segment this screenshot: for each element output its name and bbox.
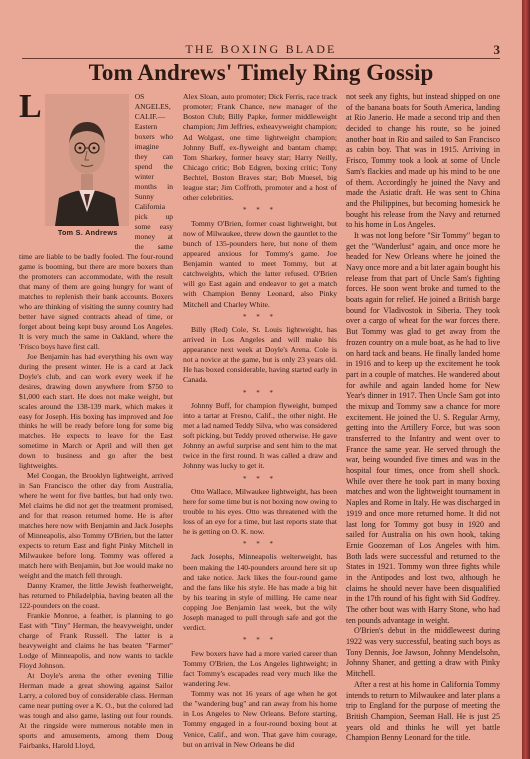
book-binding [522, 0, 530, 759]
paragraph: Few boxers have had a more varied career than Tommy O'Brien, the Los Angeles lightweight; in fact Tommy's escapades read very much like the wandering Jew. [183, 648, 337, 688]
lead-paragraph [19, 88, 173, 352]
paragraph: Danny Kramer, the little Jewish featherweight, has returned to Philadelphia, having beaten all the 122-pounders on the coast. [19, 581, 173, 611]
column-2 [183, 92, 337, 750]
section-separator: * * * [243, 636, 277, 645]
paragraph: It was not long before "Sir Tommy" began to get the "Wanderlust" again, and once more he headed for New Orleans where he joined the Navy once more and a bit later again bought his release from that part of Uncle Sam's fighting forces. He soon went broke and turned to the boats again for relief. He joined a British barge bound for Vladivostok in Siberia. They took over a cargo of wheat for the war forces there. But Tommy was glad to get away from the frozen country on a mule boat, as he had to live on hard tack and beans. He finally landed home in 1916 and to keep up the excitement he took part in a couple of matches. He wandered about for awhile and again landed home for New Year's dinner in 1917. Then Uncle Sam got into the mixup and Tommy saw a chance for more excitement. He joined the U. S. Regular Army, getting into the Artillery Force, but was soon transferred to the Infantry and went over to France the same year. He served through the war, being wounded five times and was in the hospital four times, once from shell shock. While over there he took part in many boxing matches and won the lightweight tournament in Naples and Rome in Italy. He was discharged in 1919 and once more returned home. It did not last long for Tommy got busy in 1920 and sailed for Australia on his own hook, taking Ernie Goozeman of Los Angeles with him. Both lads were successful and returned to the States in 1921. Tommy won three fights while in the Antipodes and lost two, although he claims he should never have been disqualified in the 17th round of his fight with Sid Godfrey. The other bout was with Harry Stone, who had ten pounds advantage in weight. [346, 230, 500, 625]
column-1 [19, 88, 173, 751]
paragraph: O'Brien's debut in the middleweest during 1922 was very successful, beating such boys as Tony Dennis, Joe Jawson, Johnny Mendelsohn, Johnny Shaner, and getting a draw with Pinky Mitchell. [346, 626, 500, 679]
section-separator: * * * [243, 206, 277, 215]
section-separator: * * * [243, 388, 277, 397]
paragraph: not seek any fights, but instead shipped on one of the banana boats for South America, landing at Rio Janerio. He made a second trip and then decided to change his route, so he joined another boat in Rio and sailed to San Francisco as cabin boy. That was in 1915. Arriving in Frisco, Tommy took a look at some of Uncle Sam's flackies and made up his mind to be one of them. Accordingly he joined the Navy and made the Asiatic draft. He was sent to China and the Philippines, but becoming homesick he bought his release from the Navy and returned to his home in Los Angeles. [346, 92, 500, 230]
paragraph: Johnny Buff, for champion flyweight, bumped into a tartar at Fresno, Calif., the other night. He met a lad named Teddy Silva, who was considered soft picking, but Teddy proved otherwise. He gave Johnny an awful surprise and sent him to the mat twice in the first round. It was called a draw and Johnny was lucky to get it. [183, 400, 337, 471]
section-separator: * * * [243, 474, 277, 483]
section-separator: * * * [243, 312, 277, 321]
running-head [22, 42, 500, 59]
page-number: 3 [493, 42, 500, 57]
paragraph-text: OS ANGELES, CALIF.—Eastern boxers who imagine they can spend the winter months in Sunny California pick up some easy money at the same time are liable to be badly fooled. The four-round game is booming, but there are more boxers than the promoters can accommodate, with the result that many of them are going hungry for want of matches to replenish their bank accounts. Boxers who are thinking of visiting the sunny country had better have signed contracts ahead of time, or forget about being kept busy around Los Angeles. It is very much the same in Oakland, where the 'Frisco boys have first call. [19, 92, 173, 351]
paragraph: Tommy O'Brien, former coast lightweight, but now of Milwaukee, threw down the gauntlet to the bunch of 135-pounders here, but none of them appeared anxious for Tommy's game. Joe Benjamin wanted to meet Tommy, but at catchweights, which the latter refused. O'Brien will go East again and endeavor to get a match with Champion Benny Leonard, also Pinky Mitchell and Charley White. [183, 218, 337, 309]
paragraph: Mel Coogan, the Brooklyn lightweight, arrived in San Francisco the other day from Australia, where he went for five battles, but had only two. Mel claims he did not get the treatment promised, and for that reason returned home. He is after matches here now with Benjamin and Jack Josephs of Minneapolis, also Tommy O'Brien, but the latter expects to return East and fight Pinky Mitchell in Milwaukee before long. Tommy was offered a match here with Benjamin, but Joe would make no weight and the match fell through. [19, 471, 173, 581]
paragraph: Tommy was not 16 years of age when he got the "wandering bug" and ran away from his home in Los Angeles to New Orleans. Before starting, Tommy engaged in a four-round boxing bout at Venice, Calif., and won. That gave him courage, but on arrival in New Orleans he did [183, 689, 337, 749]
paragraph: Frankie Monroe, a feather, is planning to go East with "Tiny" Herman, the heavyweight, under charge of Frank Russell. The latter is a heavyweight and claims he has beaten "Farmer" Lodge of Minneapolis, and now wants to tackle Floyd Johnson. [19, 611, 173, 671]
article-title: Tom Andrews' Timely Ring Gossip [88, 60, 434, 85]
section-separator: * * * [243, 540, 277, 549]
portrait-caption: Tom S. Andrews [57, 228, 118, 237]
paragraph: Jack Josephs, Minneapolis welterweight, has been making the 140-pounders around here sit up and take notice. Jack likes the four-round game and the fans like his style. He has made a big hit by his tearing in style of milling. He came near copping Joe Benjamin last week, but the wily Joseph managed to pull through safe and got the verdict. [183, 552, 337, 633]
paragraph: Otto Wallace, Milwaukee lightweight, has been here for some time but is not boxing now owing to trouble to his eyes. Otto was threatened with the loss of an eye for a time, but last reports state that he is getting on O. K. now. [183, 486, 337, 537]
portrait-figure [45, 94, 131, 242]
column-3 [346, 92, 500, 744]
paragraph: Billy (Red) Cole, St. Louis lightweight, has arrived in Los Angeles and will make his appearance next week at Doyle's Arena. Cole is not a novice at the game, but is only 23 years old. He has boxed considerable, having started early in Canada. [183, 324, 337, 385]
paragraph: Alex Sloan, auto promoter; Dick Ferris, race track promoter; Frank Chance, new manager of the Boston Club; Billy Papke, former middleweight champion; Jim Jeffries, exheavyweight champion; Ad Wolgast, one time lightweight champion; Johnny Buff, ex-flyweight and bantam champ; Tom Sharkey, former heavy star; Harry Neilly, Chicago critic; Bob Edgren, boxing critic; Tony Bechtel, Boston Braves star; Bob Muesel, big league star; Jim Coffroth, promoter and a host of other celebrities. [183, 92, 337, 203]
portrait-image [45, 94, 129, 226]
paragraph: After a rest at his home in California Tommy intends to return to Milwaukee and later plans a trip to England for the purpose of meeting the British Champion, Seeman Hall. He is just 25 years old and thinks he will yet battle Champion Benny Leonard for the title. [346, 679, 500, 743]
magazine-name: THE BOXING BLADE [185, 42, 337, 56]
paragraph: Joe Benjamin has had everything his own way during the present winter. He is a card at Jack Doyle's club, and can work every week if he desires, drawing down anywhere from $750 to $1,000 each start. He does not make weight, but scales around the 138-139 mark, which makes it easy for Joseph. His boxing has improved and Joe thinks he will be ready before long for some big matches. He expects to leave for the East sometime in March or April and will then get down to business and go after the best lightweights. [19, 351, 173, 471]
drop-cap: L [19, 88, 42, 125]
paragraph: At Doyle's arena the other evening Tillie Herman made a great showing against Sailor Larry, a colored boy of considerable class. Herman came near putting over a K. O., but the colored lad was tough and also game, lasting out four rounds. At the ringside were numerous notable men in sports and amusements, among them Doug Fairbanks, Harold Lloyd, [19, 671, 173, 750]
